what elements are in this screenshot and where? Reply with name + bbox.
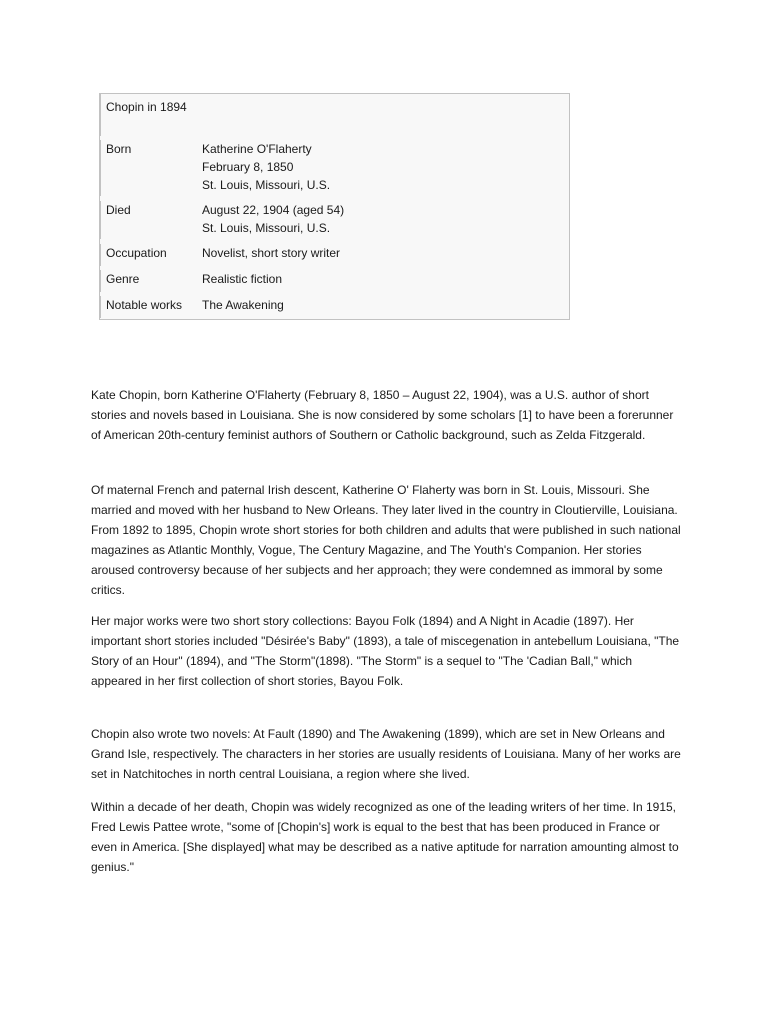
paragraph-early-life: Of maternal French and paternal Irish descent, Katherine O' Flaherty was born in St. Louis, Missouri. She married and moved with her husband to New Orleans. They later lived in the country in Cloutierville, Louisiana. From 1892 to 1895, Chopin wrote short stories for both children and adults that were published in such national magazines as Atlantic Monthly, Vogue, The Century Magazine, and The Youth's Companion. Her stories aroused controversy because of her subjects and her approach; they were condemned as immoral by some critics.: [91, 483, 681, 597]
infobox-label-notable: Notable works: [106, 298, 183, 312]
infobox-row-genre: [100, 270, 569, 292]
infobox-value-genre: Realistic fiction: [202, 272, 283, 286]
paragraph-major-works: Her major works were two short story collections: Bayou Folk (1894) and A Night in Acadie (1897). Her important short stories included "Désirée's Baby" (1893), a tale of miscegenation in antebellum Louisiana, "The Story of an Hour" (1894), and "The Storm"(1898). "The Storm" is a sequel to "The 'Cadian Ball," which appeared in her first collection of short stories, Bayou Folk.: [91, 614, 680, 688]
infobox-label-born: Born: [106, 142, 132, 156]
paragraph-intro: Kate Chopin, born Katherine O'Flaherty (February 8, 1850 – August 22, 1904), was a U.S. author of short stories and novels based in Louisiana. She is now considered by some scholars [1] to have been a forerunner of American 20th-century feminist authors of Southern or Catholic background, such as Zelda Fitzgerald.: [91, 388, 674, 442]
infobox-value-notable: The Awakening: [202, 298, 284, 312]
infobox-label-genre: Genre: [106, 272, 140, 286]
died-date: August 22, 1904 (aged 54): [202, 203, 345, 217]
infobox-value-died: [202, 201, 344, 237]
infobox-row-died: [100, 201, 569, 239]
paragraph-novels: Chopin also wrote two novels: At Fault (1890) and The Awakening (1899), which are set in New Orleans and Grand Isle, respectively. The characters in her stories are usually residents of Louisiana. Many of her works are set in Natchitoches in north central Louisiana, a region where she lived.: [91, 727, 681, 781]
infobox-label-occupation: Occupation: [106, 246, 167, 260]
infobox-value-born: [202, 140, 330, 194]
infobox-caption: Chopin in 1894: [106, 100, 187, 114]
infobox-label-died: Died: [106, 203, 131, 217]
infobox-row-occupation: [100, 244, 569, 266]
infobox: [99, 93, 570, 320]
infobox-row-notable: [100, 296, 569, 318]
born-place: St. Louis, Missouri, U.S.: [202, 178, 331, 192]
born-date: February 8, 1850: [202, 160, 294, 174]
born-name: Katherine O'Flaherty: [202, 142, 312, 156]
died-place: St. Louis, Missouri, U.S.: [202, 221, 331, 235]
infobox-caption-row: [100, 94, 569, 136]
paragraph-legacy: Within a decade of her death, Chopin was widely recognized as one of the leading writers of her time. In 1915, Fred Lewis Pattee wrote, "some of [Chopin's] work is equal to the best that has been produced in France or even in America. [She displayed] what may be described as a native aptitude for narration amounting almost to genius.": [91, 800, 679, 874]
infobox-row-born: [100, 140, 569, 196]
infobox-value-occupation: Novelist, short story writer: [202, 246, 341, 260]
